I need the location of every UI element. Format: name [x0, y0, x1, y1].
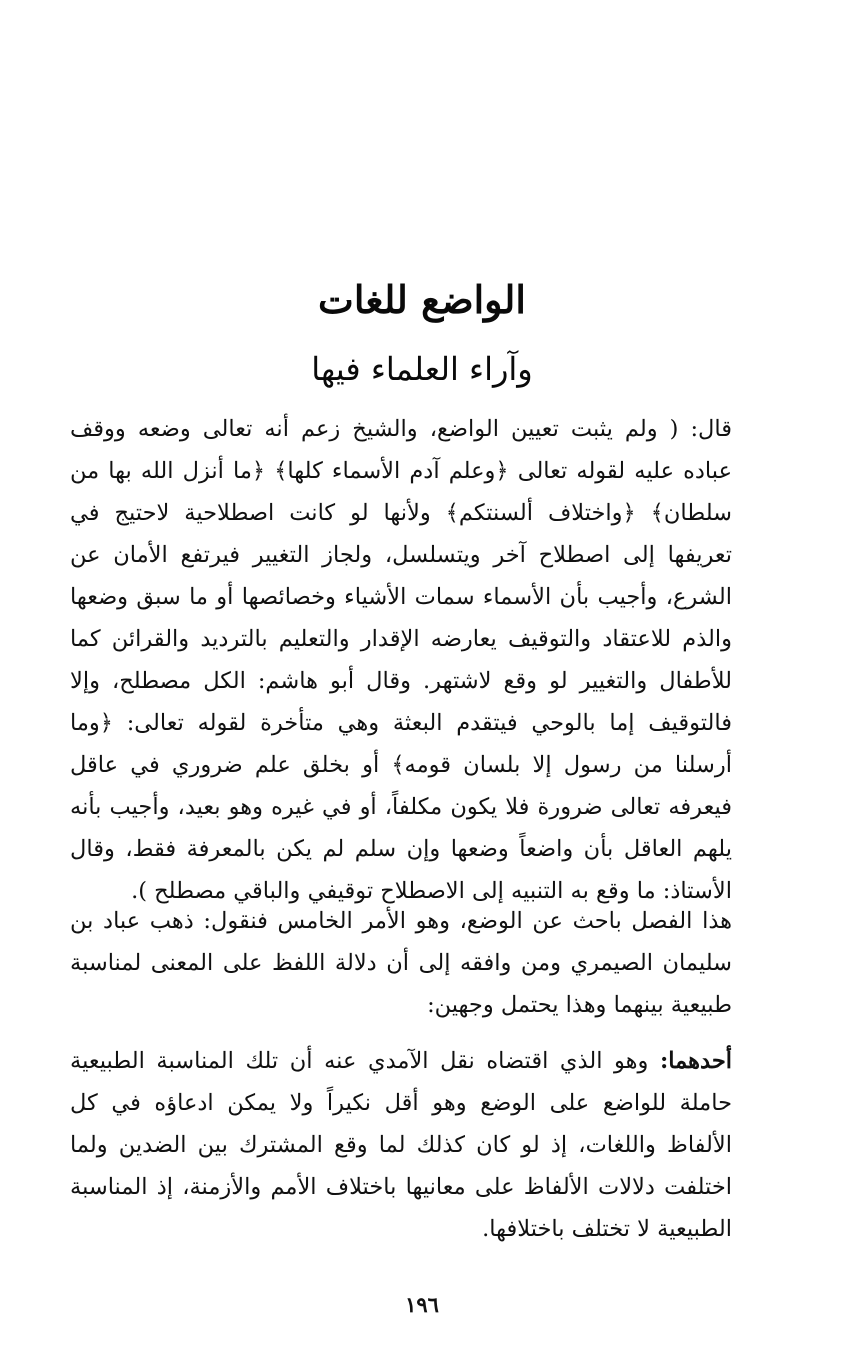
quoted-text-paragraph: قال: ( ولم يثبت تعيين الواضع، والشيخ زعم أنه تعالى وضعه ووقف عباده عليه لقوله تعالى ﴿وعلم آدم الأسماء كلها﴾ ﴿ما أنزل الله بها من سلطان﴾ ﴿واختلاف ألسنتكم﴾ ولأنها لو كانت اصطلاحية لاحتيج في تعريفها إلى اصطلاح آخر ويتسلسل، ولجاز التغيير فيرتفع الأمان عن الشرع، وأجيب بأن الأسماء سمات الأشياء وخصائصها أو ما سبق وضعها والذم للاعتقاد والتوقيف يعارضه الإقدار والتعليم بالترديد والقرائن كما للأطفال والتغيير لو وقع لاشتهر. وقال أبو هاشم: الكل مصطلح، وإلا فالتوقيف إما بالوحي فيتقدم البعثة وهي متأخرة لقوله تعالى: ﴿وما أرسلنا من رسول إلا بلسان قومه﴾ أو بخلق علم ضروري في عاقل فيعرفه تعالى ضرورة فلا يكون مكلفاً، أو في غيره وهو بعيد، وأجيب بأنه يلهم العاقل بأن واضعاً وضعها وإن سلم لم يكن بالمعرفة فقط، وقال الأستاذ: ما وقع به التنبيه إلى الاصطلاح توقيفي والباقي مصطلح ). — [70, 416, 732, 904]
section-title: الواضع للغات — [318, 277, 526, 322]
commentary-paragraph-first-view — [70, 1040, 732, 1250]
paragraph-body: وهو الذي اقتضاه نقل الآمدي عنه أن تلك المناسبة الطبيعية حاملة للواضع على الوضع وهو أقل نكيراً ولا يمكن ادعاؤه في كل الألفاظ واللغات، إذ لو كان كذلك لما وقع المشترك بين الضدين ولما اختلفت دلالات الألفاظ على معانيها باختلاف الأمم والأزمنة، إذ المناسبة الطبيعية لا تختلف باختلافها. — [70, 1048, 732, 1242]
section-subtitle: وآراء العلماء فيها — [311, 350, 533, 388]
page-number: ١٩٦ — [405, 1292, 439, 1317]
commentary-paragraph: هذا الفصل باحث عن الوضع، وهو الأمر الخامس فنقول: ذهب عباد بن سليمان الصيمري ومن وافقه إلى أن دلالة اللفظ على المعنى لمناسبة طبيعية بينهما وهذا يحتمل وجهين: — [70, 908, 732, 1018]
paragraph-lead-word: أحدهما: — [660, 1048, 733, 1074]
